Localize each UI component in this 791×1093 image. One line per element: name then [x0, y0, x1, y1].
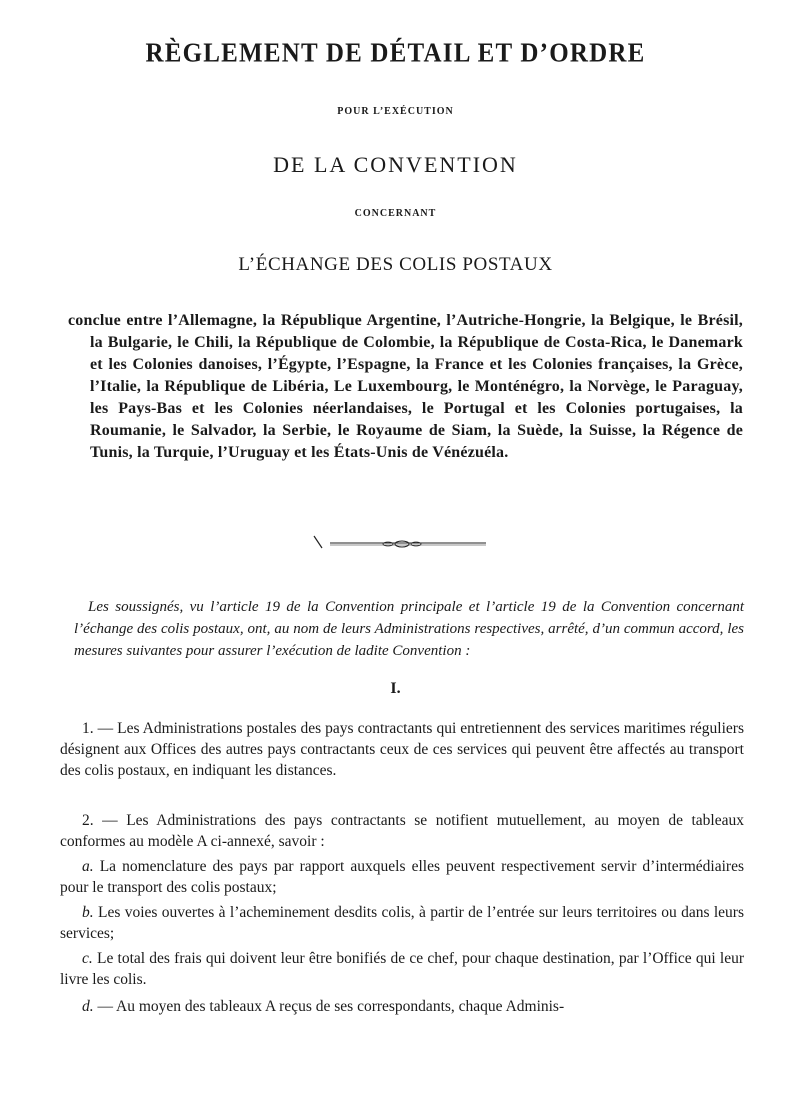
- subject-heading: L’ÉCHANGE DES COLIS POSTAUX: [238, 254, 553, 275]
- item-a-text: La nomenclature des pays par rapport auxquels elles peuvent respectivement servir d’intermédiaires pour le transport des colis postaux;: [60, 858, 744, 896]
- item-d-text: — Au moyen des tableaux A reçus de ses correspondants, chaque Adminis-: [93, 998, 565, 1015]
- item-b-label: b.: [82, 904, 94, 921]
- preamble-paragraph: Les soussignés, vu l’article 19 de la Convention principale et l’article 19 de la Convention concernant l’échange des colis postaux, ont, au nom de leurs Administrations respectives, arrêté, d’un commun accord, les mesures suivantes pour assurer l’exécution de ladite Convention :: [74, 599, 744, 659]
- article-1: 1. — Les Administrations postales des pays contractants qui entretiennent des services maritimes réguliers désignent aux Offices des autres pays contractants ceux de ces services qui peuvent être affectés au transport des colis postaux, en indiquant les distances.: [60, 720, 744, 779]
- item-a-label: a.: [82, 858, 94, 875]
- ornamental-divider: [300, 532, 500, 556]
- article-2: 2. — Les Administrations des pays contractants se notifient mutuellement, au moyen de tableaux conformes au modèle A ci-annexé, savoir :: [60, 812, 744, 850]
- article-2-item-d: [60, 996, 744, 1017]
- convention-heading: DE LA CONVENTION: [273, 152, 518, 177]
- document-title: RÈGLEMENT DE DÉTAIL ET D’ORDRE: [145, 38, 646, 69]
- section-number: I.: [390, 680, 401, 697]
- article-2-item-a: [60, 856, 744, 898]
- article-2-item-c: [60, 948, 744, 990]
- item-c-text: Le total des frais qui doivent leur être bonifiés de ce chef, pour chaque destination, par l’Office qui leur livre les colis.: [60, 950, 744, 988]
- concernant-line: CONCERNANT: [354, 208, 437, 219]
- item-c-label: c.: [82, 950, 93, 967]
- contracting-parties-text: conclue entre l’Allemagne, la République Argentine, l’Autriche-Hongrie, la Belgique, le Brésil, la Bulgarie, le Chili, la République de Colombie, la République de Costa-Rica, le Danemark et les Colonies danoises, l’Égypte, l’Espagne, la France et les Colonies françaises, la Grèce, l’Italie, la République de Libéria, Le Luxembourg, le Monténégro, la Norvège, le Paraguay, les Pays-Bas et les Colonies néerlandaises, le Portugal et les Colonies portugaises, la Roumanie, le Salvador, la Serbie, le Royaume de Siam, la Suède, la Suisse, la Régence de Tunis, la Turquie, l’Uruguay et les États-Unis de Vénézuéla.: [68, 312, 743, 461]
- item-b-text: Les voies ouvertes à l’acheminement desdits colis, à partir de l’entrée sur leurs territoires ou dans leurs services;: [60, 904, 744, 942]
- article-2-item-b: [60, 902, 744, 944]
- pour-execution-line: POUR L’EXÉCUTION: [337, 106, 454, 117]
- contracting-parties-paragraph: [68, 310, 743, 464]
- item-d-label: d.: [82, 998, 94, 1015]
